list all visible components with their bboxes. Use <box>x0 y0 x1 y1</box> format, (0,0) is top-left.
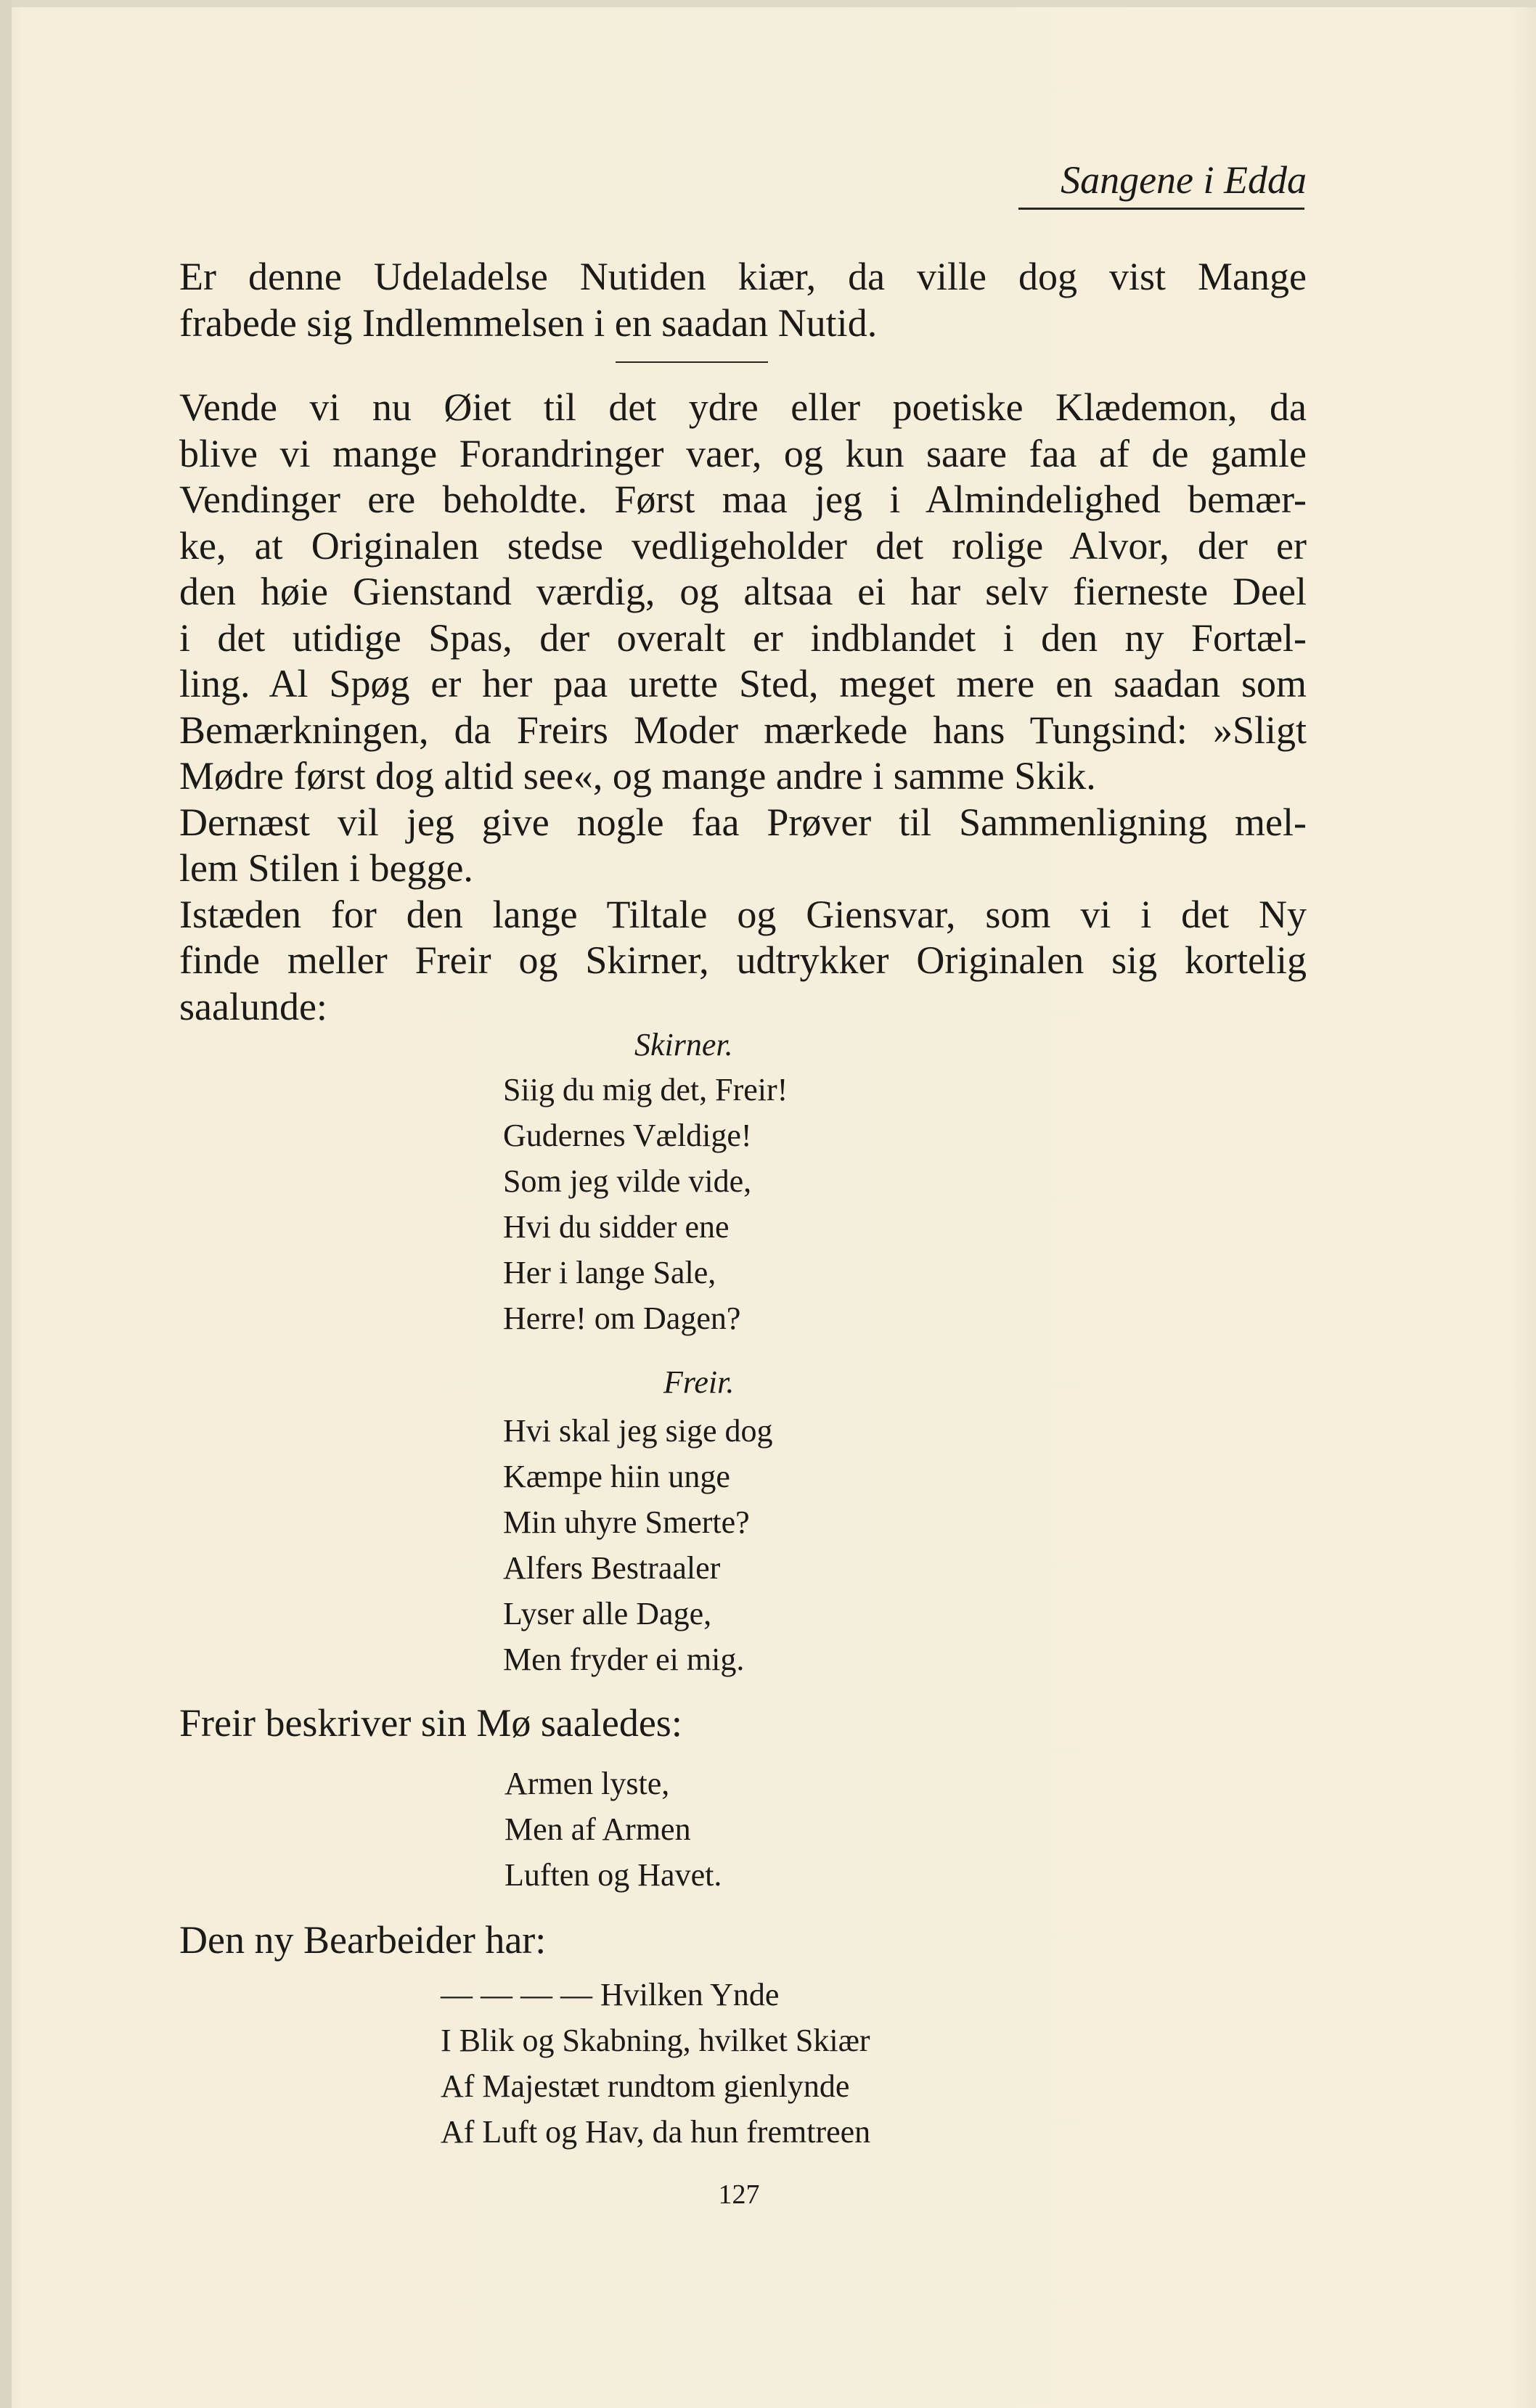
verse-line: Af Majestæt rundtom gienlynde <box>441 2068 850 2104</box>
verse-line: Kæmpe hiin unge <box>503 1459 730 1494</box>
verse-line: Hvi du sidder ene <box>503 1209 730 1245</box>
page-number: 127 <box>718 2179 760 2210</box>
verse-stanza <box>504 1761 722 1898</box>
verse-stanza <box>441 1972 870 2155</box>
stanza-speaker: Freir. <box>663 1364 735 1400</box>
verse-line: Alfers Bestraaler <box>503 1550 721 1586</box>
verse-stanza <box>503 1408 773 1682</box>
verse-line: Men af Armen <box>504 1811 691 1847</box>
para1-line: frabede sig Indlemmelsen i en saadan Nutid. <box>179 301 878 345</box>
page-edge-top <box>0 0 1536 7</box>
verse-line: Men fryder ei mig. <box>503 1642 745 1677</box>
section-divider <box>616 361 768 363</box>
verse-stanza <box>503 1067 788 1341</box>
verse-line: Herre! om Dagen? <box>503 1301 741 1336</box>
running-head-rule <box>1018 208 1304 210</box>
para2-line: den høie Gienstand værdig, og altsaa ei har selv fierneste Deel <box>179 570 1307 613</box>
para2-line: ling. Al Spøg er her paa urette Sted, meget mere en saadan som <box>179 662 1307 705</box>
para4-line: finde meller Freir og Skirner, udtrykker Originalen sig kortelig <box>179 938 1307 982</box>
para1-line: Er denne Udeladelse Nutiden kiær, da ville dog vist Mange <box>179 255 1307 298</box>
para2-line: Mødre først dog altid see«, og mange andre i samme Skik. <box>179 754 1096 798</box>
para2-line: i det utidige Spas, der overalt er indblandet i den ny Fortæl- <box>179 616 1307 660</box>
verse-line: Armen lyste, <box>504 1766 670 1801</box>
verse-line: — — — — Hvilken Ynde <box>441 1977 780 2012</box>
para5-line: Freir beskriver sin Mø saaledes: <box>179 1701 682 1745</box>
verse-line: Lyser alle Dage, <box>503 1596 712 1631</box>
verse-line: Luften og Havet. <box>504 1857 722 1893</box>
stanza-speaker: Skirner. <box>634 1027 733 1062</box>
verse-line: Siig du mig det, Freir! <box>503 1072 788 1107</box>
verse-line: Min uhyre Smerte? <box>503 1504 750 1540</box>
verse-line: I Blik og Skabning, hvilket Skiær <box>441 2023 870 2058</box>
verse-line: Gudernes Vældige! <box>503 1118 752 1153</box>
para3-line: lem Stilen i begge. <box>179 846 473 890</box>
para2-line: ke, at Originalen stedse vedligeholder det rolige Alvor, der er <box>179 524 1307 568</box>
para4-line: saalunde: <box>179 985 327 1028</box>
para2-line: Vendinger ere beholdte. Først maa jeg i Almindelighed bemær- <box>179 478 1307 521</box>
page-edge-left <box>0 0 12 2408</box>
para6-line: Den ny Bearbeider har: <box>179 1918 547 1962</box>
para4-line: Istæden for den lange Tiltale og Giensvar, som vi i det Ny <box>179 893 1307 936</box>
verse-line: Hvi skal jeg sige dog <box>503 1413 773 1449</box>
running-head: Sangene i Edda <box>1061 158 1307 202</box>
para2-line: blive vi mange Forandringer vaer, og kun saare faa af de gamle <box>179 432 1307 475</box>
para3-line: Dernæst vil jeg give nogle faa Prøver til Sammenligning mel- <box>179 800 1307 844</box>
verse-line: Som jeg vilde vide, <box>503 1163 752 1199</box>
verse-line: Af Luft og Hav, da hun fremtreen <box>441 2114 871 2150</box>
verse-line: Her i lange Sale, <box>503 1255 716 1290</box>
para2-line: Vende vi nu Øiet til det ydre eller poetiske Klædemon, da <box>179 385 1307 429</box>
para2-line: Bemærkningen, da Freirs Moder mærkede hans Tungsind: »Sligt <box>179 708 1307 752</box>
